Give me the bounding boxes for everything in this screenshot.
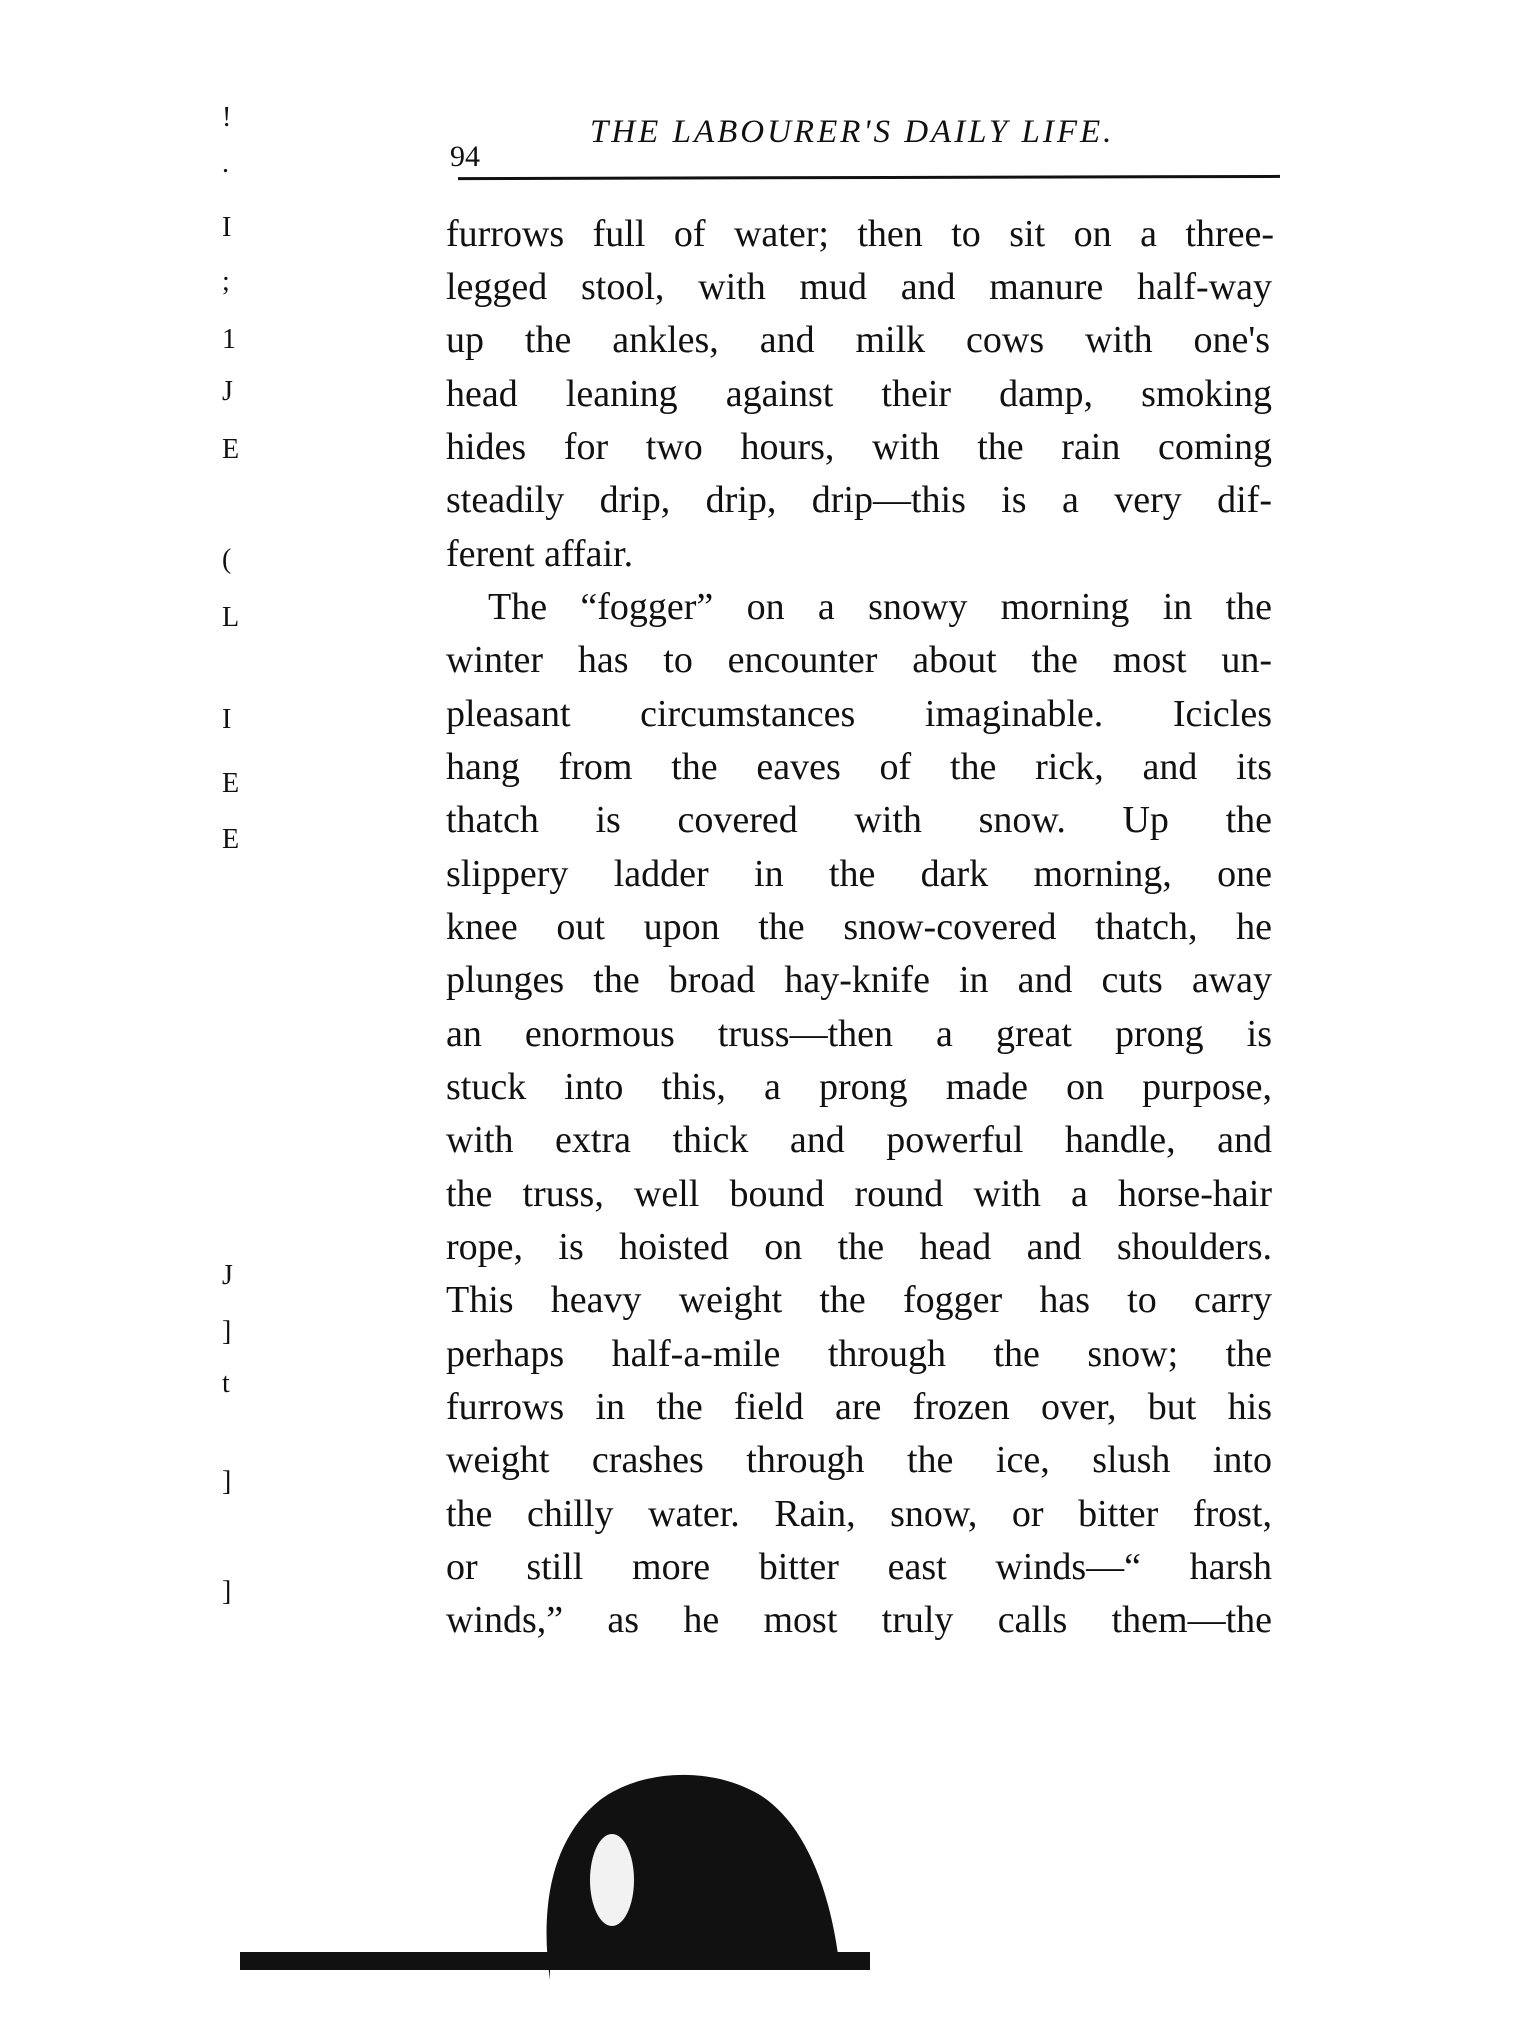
text-line: an enormous truss—then a great prong is (446, 1013, 1272, 1055)
text-line: steadily drip, drip, drip—this is a very dif- (446, 479, 1272, 521)
running-title: THE LABOURER'S DAILY LIFE. (590, 114, 1115, 150)
text-line: winter has to encounter about the most un- (446, 639, 1272, 681)
text-line: weight crashes through the ice, slush into (446, 1439, 1272, 1481)
text-line: with extra thick and powerful handle, and (446, 1119, 1272, 1161)
gutter-mark: ] (222, 1576, 232, 1607)
text-line: winds,” as he most truly calls them—the (446, 1599, 1272, 1641)
text-line: legged stool, with mud and manure half-way (446, 266, 1272, 308)
gutter-mark: E (222, 824, 240, 855)
text-line: furrows in the field are frozen over, but his (446, 1386, 1272, 1428)
gutter-mark: J (222, 1260, 233, 1291)
gutter-mark: I (222, 704, 232, 735)
text-line: head leaning against their damp, smoking (446, 373, 1272, 415)
text-line: hides for two hours, with the rain coming (446, 426, 1272, 468)
text-line: knee out upon the snow-covered thatch, he (446, 906, 1272, 948)
text-line: stuck into this, a prong made on purpose, (446, 1066, 1272, 1108)
gutter-mark: ! (222, 102, 232, 133)
text-line: up the ankles, and milk cows with one's (446, 319, 1270, 361)
gutter-mark: J (222, 376, 233, 407)
gutter-mark: E (222, 768, 240, 799)
text-line: or still more bitter east winds—“ harsh (446, 1546, 1272, 1588)
text-line: the truss, well bound round with a horse-hair (446, 1173, 1272, 1215)
gutter-mark: L (222, 602, 240, 633)
text-line: perhaps half-a-mile through the snow; the (446, 1333, 1272, 1375)
gutter-mark: ] (222, 1466, 232, 1497)
page-number: 94 (450, 140, 480, 173)
text-line: furrows full of water; then to sit on a three- (446, 213, 1274, 255)
text-line: plunges the broad hay-knife in and cuts away (446, 959, 1272, 1001)
gutter-mark: ( (222, 544, 232, 575)
text-line: This heavy weight the fogger has to carry (446, 1279, 1272, 1321)
text-line: hang from the eaves of the rick, and its (446, 746, 1272, 788)
text-line: the chilly water. Rain, snow, or bitter frost, (446, 1493, 1272, 1535)
text-line: slippery ladder in the dark morning, one (446, 853, 1272, 895)
text-line: rope, is hoisted on the head and shoulders. (446, 1226, 1272, 1268)
header-rule (458, 175, 1280, 180)
text-line: pleasant circumstances imaginable. Icicles (446, 693, 1272, 735)
text-line: ferent affair. (446, 533, 634, 575)
gutter-mark: I (222, 212, 232, 243)
text-line: thatch is covered with snow. Up the (446, 799, 1272, 841)
gutter-mark: ] (222, 1316, 232, 1347)
gutter-mark: ; (222, 266, 230, 297)
gutter-mark: 1 (222, 324, 236, 355)
gutter-mark: E (222, 434, 240, 465)
scan-shadow (240, 1710, 870, 2000)
gutter-mark: t (222, 1368, 230, 1399)
gutter-mark: . (222, 148, 229, 179)
text-line: The “fogger” on a snowy morning in the (488, 586, 1272, 628)
